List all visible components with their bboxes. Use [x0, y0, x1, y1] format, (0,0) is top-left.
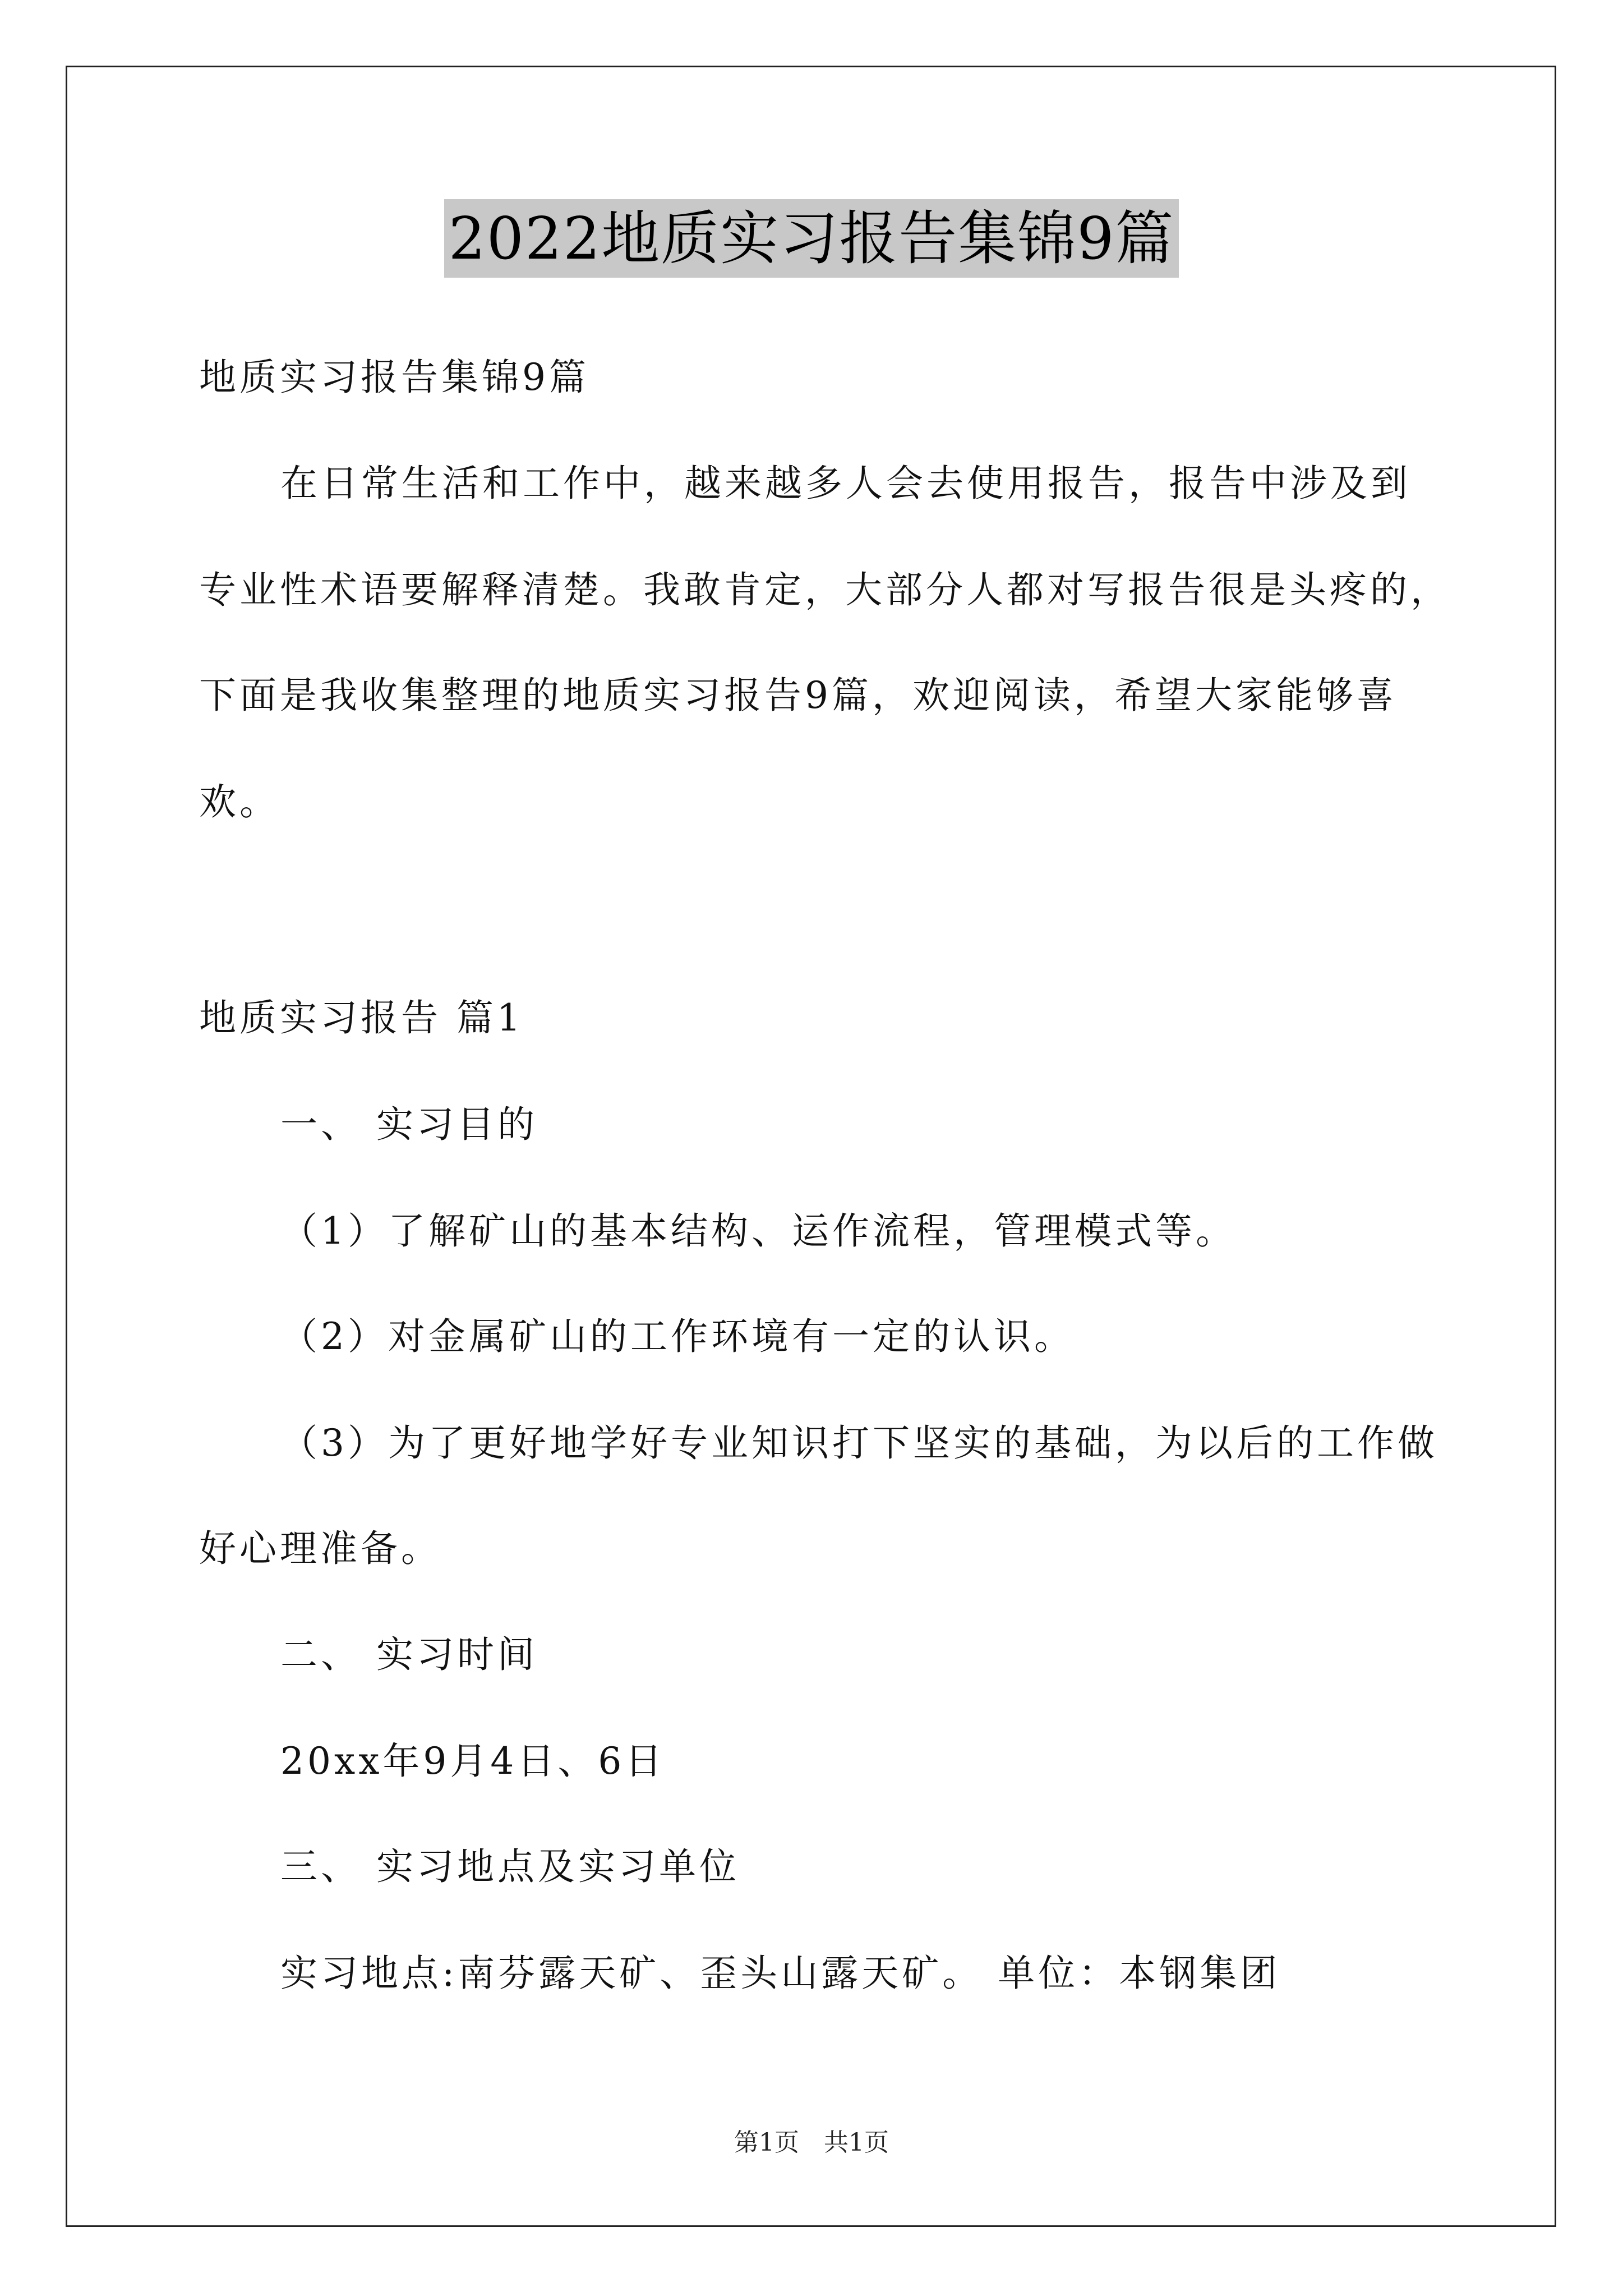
- title-container: [0, 199, 1623, 278]
- time-heading: 二、 实习时间: [280, 1633, 538, 1676]
- purpose-heading: 一、 实习目的: [280, 1103, 538, 1146]
- intro-line-1: 在日常生活和工作中，越来越多人会去使用报告，报告中涉及到: [280, 462, 1411, 505]
- place-heading: 三、 实习地点及实习单位: [280, 1845, 740, 1888]
- purpose-item-3: （3）为了更好地学好专业知识打下坚实的基础，为以后的工作做: [280, 1421, 1438, 1465]
- intro-line-2: 专业性术语要解释清楚。我敢肯定，大部分人都对写报告很是头疼的，: [199, 568, 1451, 611]
- intro-line-3: 下面是我收集整理的地质实习报告9篇，欢迎阅读，希望大家能够喜: [199, 674, 1397, 717]
- page-footer: 第1页 共1页: [734, 2128, 889, 2157]
- purpose-item-1: （1）了解矿山的基本结构、运作流程，管理模式等。: [280, 1209, 1236, 1253]
- document-title: 2022地质实习报告集锦9篇: [444, 199, 1179, 278]
- section-heading: 地质实习报告 篇1: [199, 996, 524, 1039]
- purpose-item-2: （2）对金属矿山的工作环境有一定的认识。: [280, 1315, 1075, 1358]
- place-value: 实习地点:南芬露天矿、歪头山露天矿。 单位：本钢集团: [280, 1952, 1281, 1995]
- purpose-item-3-continued: 好心理准备。: [199, 1527, 441, 1570]
- time-value: 20xx年9月4日、6日: [280, 1740, 666, 1783]
- intro-line-4: 欢。: [199, 780, 280, 823]
- document-subtitle: 地质实习报告集锦9篇: [199, 356, 589, 399]
